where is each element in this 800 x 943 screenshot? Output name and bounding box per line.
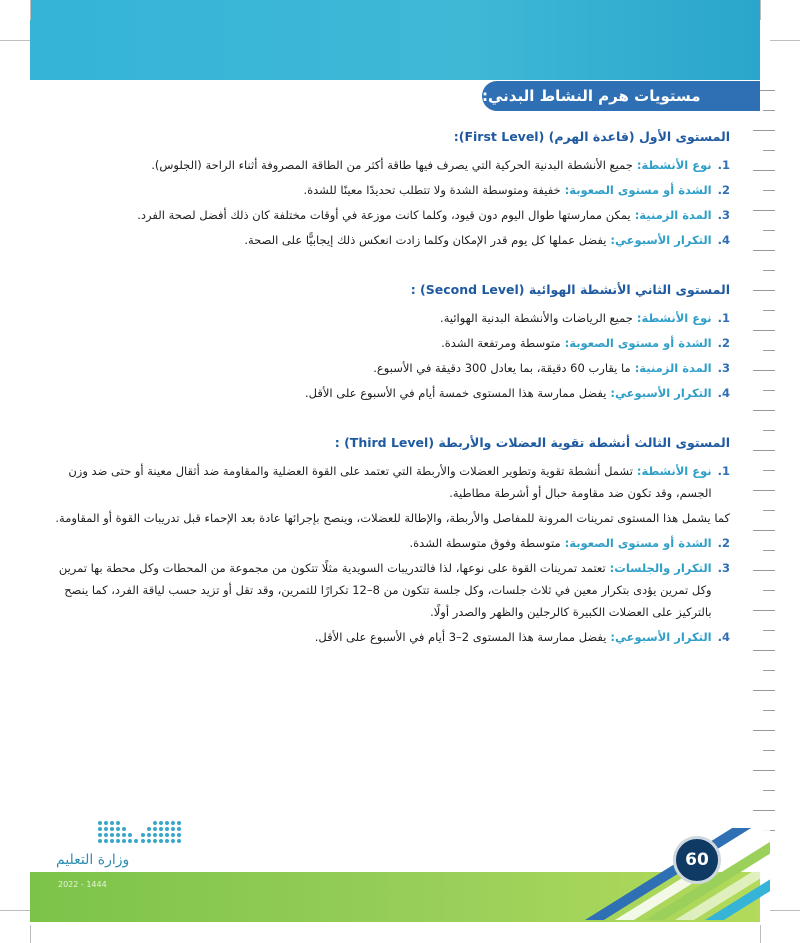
item-text: كما يشمل هذا المستوى تمرينات المرونة للمفاصل والأربطة، والإطالة للعضلات، وينصح بإجرائها عادة بعد الإحماء قبل تدريبات القوة أو المقاومة. <box>55 511 730 525</box>
crop-mark <box>30 925 31 943</box>
level-block <box>40 432 730 648</box>
item-number: 1. <box>717 464 730 478</box>
ruler-tick <box>753 610 775 611</box>
ruler-tick <box>763 470 775 471</box>
item-body <box>151 154 711 176</box>
ruler-tick <box>763 190 775 191</box>
ruler-tick <box>753 730 775 731</box>
ruler-tick <box>763 550 775 551</box>
item-label: نوع الأنشطة: <box>632 464 712 478</box>
item-body <box>137 204 711 226</box>
item-text: متوسطة وفوق متوسطة الشدة. <box>409 536 561 550</box>
item-label: المدة الزمنية: <box>630 208 712 222</box>
item-number: 4. <box>717 630 730 644</box>
item-text: تشمل أنشطة تقوية وتطوير العضلات والأربطة التي تعتمد على القوة العضلية والمقاومة ضد أثقال معينة أو حتى ضد وزن الجسم، وقد تكون ضد مقاومة حبال أو أشرطة مطاطية. <box>68 464 712 500</box>
item-label: نوع الأنشطة: <box>632 311 712 325</box>
item-text: يمكن ممارستها طوال اليوم دون قيود، وكلما كانت موزعة في أوقات مختلفة كان ذلك أفضل لصحة الفرد. <box>137 208 631 222</box>
item-label: التكرار الأسبوعي: <box>606 630 712 644</box>
item-label: المدة الزمنية: <box>630 361 712 375</box>
crop-mark <box>770 910 800 911</box>
ruler-tick <box>753 410 775 411</box>
item-number: 4. <box>717 386 730 400</box>
ruler-tick <box>763 110 775 111</box>
list-item <box>40 154 730 176</box>
item-number: 2. <box>717 183 730 197</box>
item-text: ما يقارب 60 دقيقة، بما يعادل 300 دقيقة في الأسبوع. <box>373 361 631 375</box>
ruler-tick <box>753 450 775 451</box>
ruler-tick <box>753 810 775 811</box>
ruler-tick <box>753 210 775 211</box>
item-body <box>440 307 712 329</box>
item-text: يفضل عملها كل يوم قدر الإمكان وكلما زادت انعكس ذلك إيجابيًّا على الصحة. <box>244 233 607 247</box>
page-number-badge <box>673 836 721 884</box>
item-number: 3. <box>717 561 730 575</box>
ruler-tick <box>763 350 775 351</box>
level-heading: المستوى الأول (قاعدة الهرم) (First Level): <box>453 129 730 144</box>
item-body <box>40 557 712 623</box>
list-item <box>40 626 730 648</box>
ruler-tick <box>753 250 775 251</box>
item-body <box>40 460 712 504</box>
item-body <box>441 332 712 354</box>
ruler-tick <box>763 430 775 431</box>
side-ruler <box>735 90 775 850</box>
item-number: 3. <box>717 208 730 222</box>
list-item <box>40 179 730 201</box>
item-body <box>303 179 711 201</box>
item-label: الشدة أو مستوى الصعوبة: <box>560 336 712 350</box>
ruler-tick <box>763 630 775 631</box>
ruler-tick <box>763 230 775 231</box>
item-body <box>244 229 711 251</box>
ruler-tick <box>763 590 775 591</box>
ruler-tick <box>763 150 775 151</box>
ruler-tick <box>753 530 775 531</box>
level-block <box>40 126 730 251</box>
list-item <box>40 382 730 404</box>
section-title-banner <box>482 81 760 111</box>
crop-mark <box>30 0 31 20</box>
list-item <box>40 557 730 623</box>
crop-mark <box>0 910 30 911</box>
list-item <box>40 507 730 529</box>
item-body <box>55 507 730 529</box>
ruler-tick <box>763 710 775 711</box>
crop-mark <box>760 0 761 20</box>
item-label: التكرار الأسبوعي: <box>606 386 712 400</box>
item-body <box>373 357 711 379</box>
ruler-tick <box>753 770 775 771</box>
item-text: جميع الرياضات والأنشطة البدنية الهوائية. <box>440 311 633 325</box>
ruler-tick <box>763 790 775 791</box>
item-label: الشدة أو مستوى الصعوبة: <box>560 183 712 197</box>
crop-mark <box>760 925 761 943</box>
item-number: 2. <box>717 536 730 550</box>
ruler-tick <box>753 490 775 491</box>
ruler-tick <box>753 130 775 131</box>
list-item <box>40 460 730 504</box>
crop-mark <box>0 40 30 41</box>
item-number: 2. <box>717 336 730 350</box>
ruler-tick <box>753 370 775 371</box>
list-item <box>40 532 730 554</box>
ruler-tick <box>763 750 775 751</box>
top-color-band <box>30 0 760 80</box>
item-number: 1. <box>717 158 730 172</box>
ruler-tick <box>753 650 775 651</box>
level-block <box>40 279 730 404</box>
level-heading: المستوى الثالث أنشطة تقوية العضلات والأربطة (Third Level) : <box>334 435 730 450</box>
ruler-tick <box>753 570 775 571</box>
list-item <box>40 307 730 329</box>
crop-mark <box>770 40 800 41</box>
item-text: جميع الأنشطة البدنية الحركية التي يصرف فيها طاقة أكثر من الطاقة المصروفة أثناء الراحة (الجلوس). <box>151 158 633 172</box>
main-content <box>40 126 730 676</box>
item-label: التكرار الأسبوعي: <box>606 233 712 247</box>
ruler-tick <box>763 310 775 311</box>
item-text: يفضل ممارسة هذا المستوى خمسة أيام في الأسبوع على الأقل. <box>305 386 607 400</box>
item-text: يفضل ممارسة هذا المستوى 2–3 أيام في الأسبوع على الأقل. <box>314 630 607 644</box>
ruler-tick <box>763 670 775 671</box>
ministry-year: 2022 - 1444 <box>58 880 107 889</box>
ruler-tick <box>763 510 775 511</box>
item-number: 1. <box>717 311 730 325</box>
list-item <box>40 332 730 354</box>
ruler-tick <box>763 270 775 271</box>
list-item <box>40 229 730 251</box>
item-body <box>409 532 711 554</box>
ruler-tick <box>753 290 775 291</box>
item-label: التكرار والجلسات: <box>605 561 712 575</box>
item-body <box>305 382 712 404</box>
list-item <box>40 357 730 379</box>
item-label: الشدة أو مستوى الصعوبة: <box>560 536 712 550</box>
section-title: مستويات هرم النشاط البدني: <box>482 87 701 105</box>
item-text: متوسطة ومرتفعة الشدة. <box>441 336 561 350</box>
ruler-tick <box>753 330 775 331</box>
item-number: 3. <box>717 361 730 375</box>
item-text: خفيفة ومتوسطة الشدة ولا تتطلب تحديدًا معينًا للشدة. <box>303 183 561 197</box>
ministry-name: وزارة التعليم <box>56 852 130 868</box>
item-text: تعتمد تمرينات القوة على نوعها، لذا فالتدريبات السويدية مثلًا تتكون من مجموعة من المحطات وكل محطة بها تمرين وكل تمرين يؤدى بتكرار معين في ثلاث جلسات، وكل جلسة تتكون من 8–12 تكرارًا للتمرين، وقد تقل أو تزيد حسب لياقة الفرد، كما ينصح بالتركيز على العضلات الكبيرة كالرجلين والظهر والصدر أولًا. <box>58 561 712 619</box>
ruler-tick <box>753 690 775 691</box>
list-item <box>40 204 730 226</box>
decorative-stripes <box>540 828 770 920</box>
page-number: 60 <box>685 850 709 870</box>
level-heading: المستوى الثاني الأنشطة الهوائية (Second Level) : <box>410 282 730 297</box>
item-number: 4. <box>717 233 730 247</box>
ruler-tick <box>763 390 775 391</box>
item-label: نوع الأنشطة: <box>632 158 712 172</box>
ruler-tick <box>753 170 775 171</box>
item-body <box>315 626 712 648</box>
